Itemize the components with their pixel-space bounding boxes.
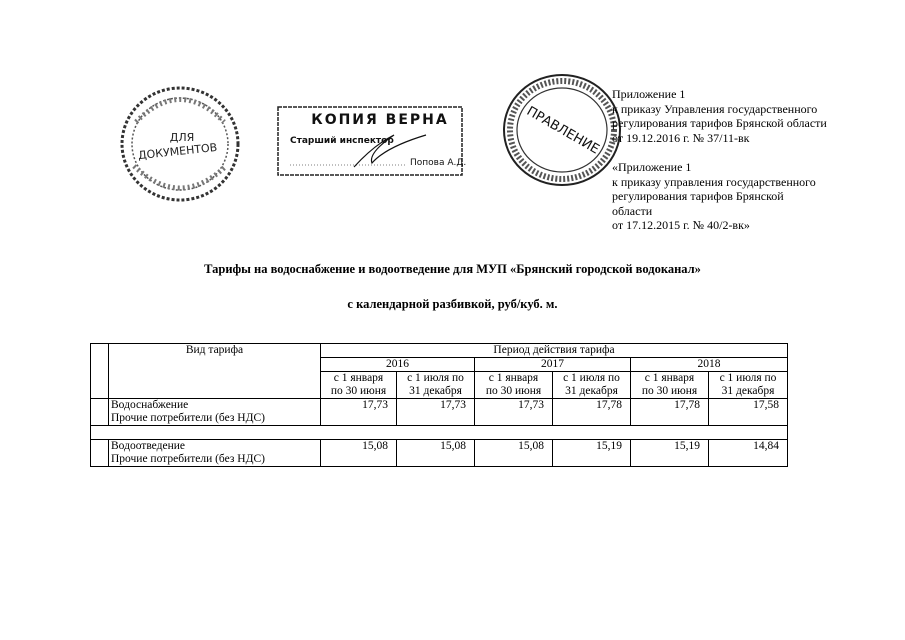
tariff-value: 17,73 (397, 399, 475, 426)
header-tariff-type: Вид тарифа (109, 344, 321, 399)
appendix-previous-line: области (612, 203, 653, 218)
header-half-period (709, 372, 788, 399)
half-period-from: с 1 июля по (407, 372, 464, 384)
tariff-value: 17,73 (321, 399, 397, 426)
half-period-to: по 30 июня (641, 385, 698, 397)
row-marker-cell (91, 344, 109, 399)
document-subtitle: с календарной разбивкой, руб/куб. м. (347, 297, 558, 311)
tariff-name: Водоотведение (111, 440, 185, 452)
appendix-current-line: от 19.12.2016 г. № 37/11-вк (612, 130, 750, 145)
half-period-from: с 1 января (488, 372, 539, 384)
tariff-value: 14,84 (709, 440, 788, 467)
header-year-2018: 2018 (631, 358, 788, 372)
appendix-previous-line: регулирования тарифов Брянской (612, 189, 784, 203)
row-marker-cell (91, 399, 109, 426)
appendix-current-line: Приложение 1 (612, 87, 686, 101)
appendix-previous-line: к приказу управления государственного (612, 174, 816, 189)
half-period-from: с 1 января (644, 372, 695, 384)
appendix-current-line: к приказу Управления государственного (612, 101, 818, 116)
appendix-previous (612, 160, 816, 233)
half-period-from: с 1 июля по (719, 372, 777, 384)
round-stamp-right (500, 72, 624, 190)
tariff-value: 17,73 (475, 399, 553, 426)
round-stamp-left-line2: ДОКУМЕНТОВ (137, 140, 218, 163)
tariff-table (90, 343, 788, 467)
copy-verified-stamp (276, 105, 466, 179)
half-period-to: 31 декабря (721, 385, 775, 397)
tariff-name: Водоснабжение (111, 399, 189, 411)
copy-verified-name: Попова А.Д. (410, 158, 466, 168)
row-marker-cell (91, 440, 109, 467)
half-period-to: 31 декабря (565, 385, 618, 397)
appendix-previous-line: «Приложение 1 (612, 160, 692, 174)
round-stamp-left (116, 82, 244, 207)
tariff-value: 17,78 (553, 399, 631, 426)
half-period-from: с 1 января (333, 372, 384, 384)
tariff-consumer: Прочие потребители (без НДС) (111, 412, 265, 424)
document-title: Тарифы на водоснабжение и водоотведение для МУП «Брянский городской водоканал» (204, 262, 701, 276)
header-half-period (397, 372, 475, 399)
half-period-from: с 1 июля по (563, 372, 620, 384)
header-period: Период действия тарифа (321, 344, 788, 358)
tariff-value: 15,08 (397, 440, 475, 467)
round-stamp-left-line1: ДЛЯ (169, 131, 195, 144)
tariff-name-cell (109, 399, 321, 426)
header-half-period (631, 372, 709, 399)
tariff-value: 15,19 (631, 440, 709, 467)
appendix-current (612, 87, 827, 145)
header-half-period (475, 372, 553, 399)
tariff-value: 17,58 (709, 399, 788, 426)
header-year-2017: 2017 (475, 358, 631, 372)
appendix-current-line: регулирования тарифов Брянской области (612, 116, 827, 130)
tariff-value: 15,19 (553, 440, 631, 467)
tariff-consumer: Прочие потребители (без НДС) (111, 453, 265, 465)
table-row (91, 399, 788, 426)
table-row (91, 440, 788, 467)
spacer-cell (91, 426, 788, 440)
header-half-period (553, 372, 631, 399)
header-half-period (321, 372, 397, 399)
half-period-to: 31 декабря (409, 385, 462, 397)
table-spacer-row (91, 426, 788, 440)
tariff-value: 15,08 (321, 440, 397, 467)
copy-verified-title: КОПИЯ ВЕРНА (311, 112, 449, 128)
half-period-to: по 30 июня (330, 385, 387, 397)
tariff-value: 15,08 (475, 440, 553, 467)
half-period-to: по 30 июня (485, 385, 542, 397)
copy-verified-position: Старший инспектор (290, 136, 394, 146)
round-stamp-right-text: ПРАВЛЕНИЕ (523, 103, 602, 158)
tariff-name-cell (109, 440, 321, 467)
tariff-value: 17,78 (631, 399, 709, 426)
appendix-previous-line: от 17.12.2015 г. № 40/2-вк» (612, 218, 750, 232)
header-year-2016: 2016 (321, 358, 475, 372)
